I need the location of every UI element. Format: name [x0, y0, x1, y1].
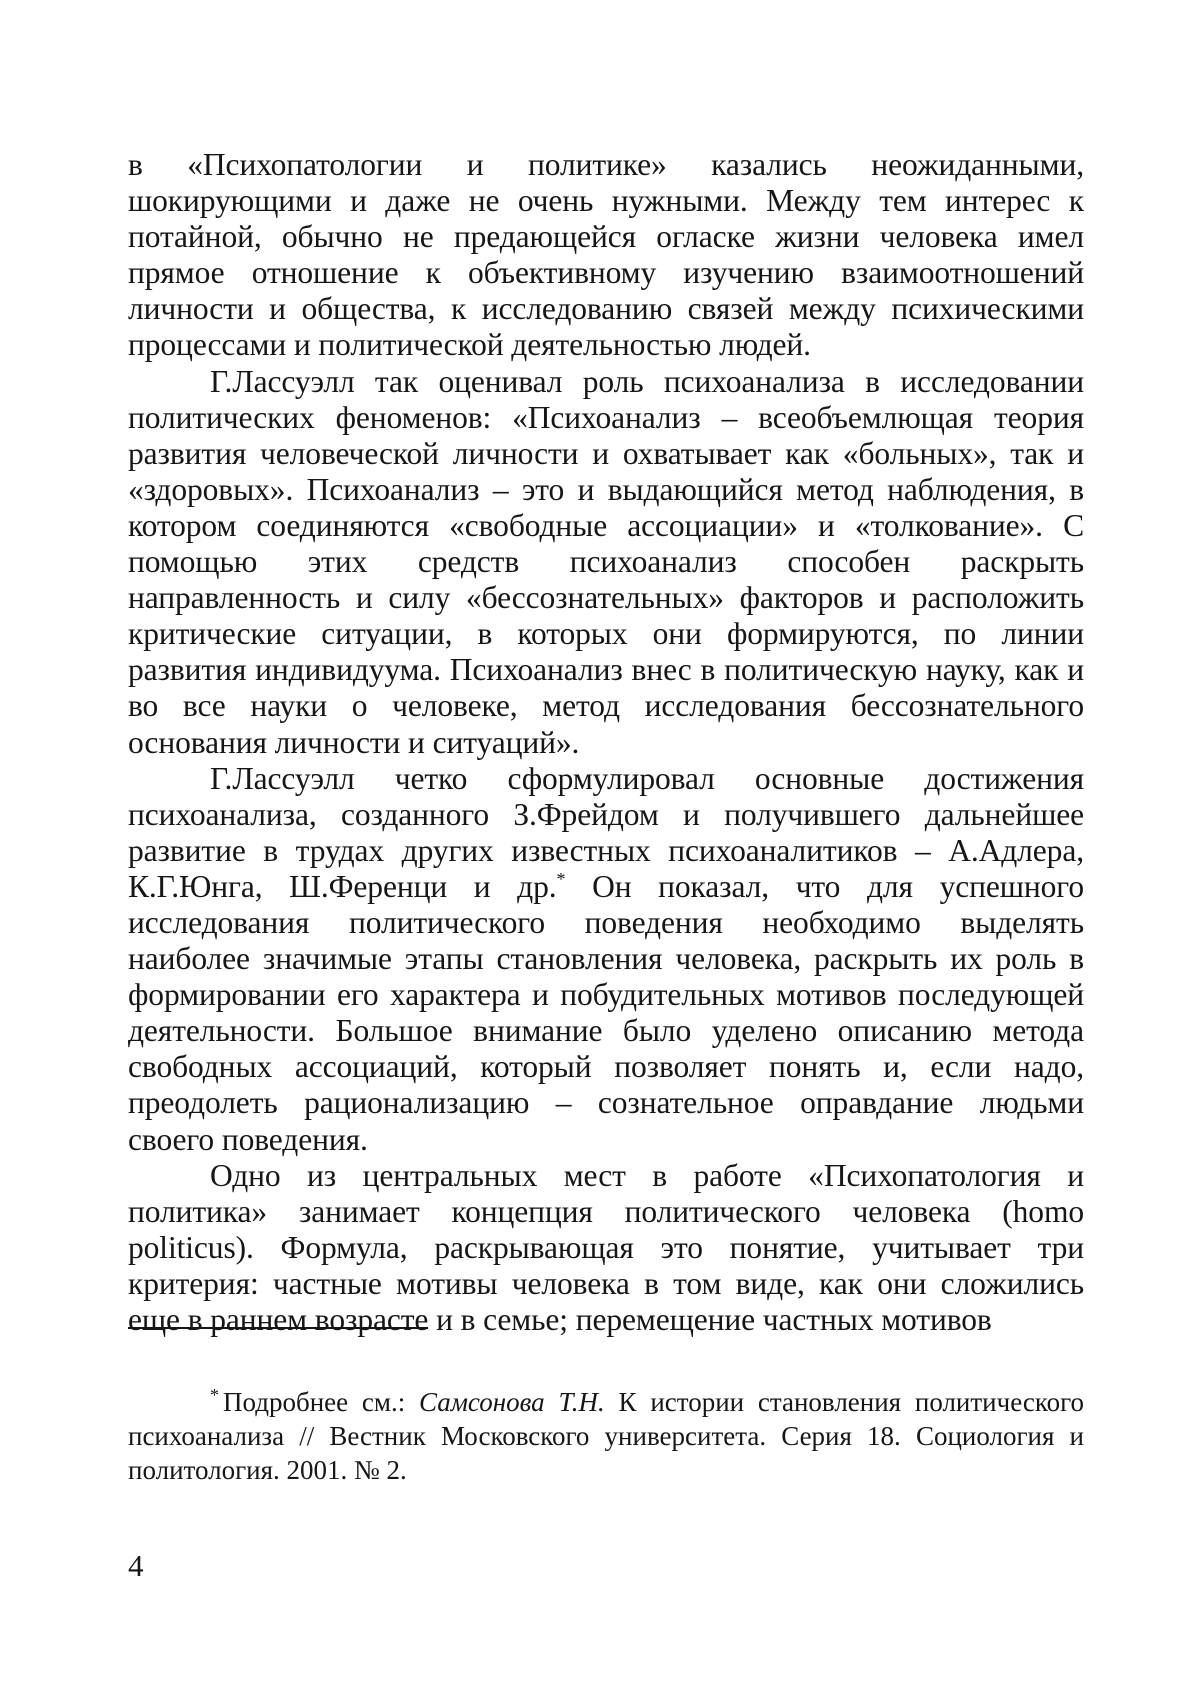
paragraph-1: в «Психопатологии и политике» казались неожиданными, шокирующими и даже не очень нужными. Между тем интерес к потайной, обычно не предающейся огласке жизни человека имел прямое отношение к объективному изучению взаимоотношений личности и общества, к исследованию связей между психическими процессами и политической деятельностью людей. [128, 147, 1084, 364]
paragraph-3 [128, 761, 1084, 1158]
footnote-reference-mark[interactable]: * [557, 869, 566, 889]
footnote [128, 1378, 1084, 1487]
book-page [0, 0, 1200, 1700]
paragraph-2: Г.Лассуэлл так оценивал роль психоанализа в исследовании политических феноменов: «Психоанализ – всеобъемлющая теория развития человеческой личности и охватывает как «больных», так и «здоровых». Психоанализ – это и выдающийся метод наблюдения, в котором соединяются «свободные ассоциации» и «толкование». С помощью этих средств психоанализ способен раскрыть направленность и силу «бессознательных» факторов и расположить критические ситуации, в которых они формируются, по линии развития индивидуума. Психоанализ внес в политическую науку, как и во все науки о человеке, метод исследования бессознательного основания личности и ситуаций». [128, 364, 1084, 761]
footnote-citation: К истории становления политического психоанализа // Вестник Московского университета. Серия 18. Социология и политология. 2001. № 2. [128, 1387, 1084, 1485]
footnote-author: Самсонова Т.Н. [419, 1387, 605, 1417]
footnote-divider [128, 1327, 428, 1329]
main-text [128, 147, 1084, 1338]
page-number: 4 [128, 1548, 144, 1584]
footnote-prefix: Подробнее см.: [223, 1387, 419, 1417]
paragraph-3-part-1: Г.Лассуэлл четко сформулировал основные достижения психоанализа, созданного З.Фрейдом и получившего дальнейшее развитие в трудах других известных психоаналитиков – А.Адлера, К.Г.Юнга, Ш.Ференци и др. [128, 761, 1084, 904]
footnote-mark: * [210, 1385, 219, 1405]
paragraph-4: Одно из центральных мест в работе «Психопатология и политика» занимает концепция политического человека (homo politicus). Формула, раскрывающая это понятие, учитывает три критерия: частные мотивы человека в том виде, как они сложились еще в раннем возрасте и в семье; перемещение частных мотивов [128, 1158, 1084, 1338]
paragraph-3-part-2: Он показал, что для успешного исследования политического поведения необходимо выделять наиболее значимые этапы становления человека, раскрыть их роль в формировании его характера и побудительных мотивов последующей деятельности. Большое внимание было уделено описанию метода свободных ассоциаций, который позволяет понять и, если надо, преодолеть рационализацию – сознательное оправдание людьми своего поведения. [128, 869, 1084, 1157]
